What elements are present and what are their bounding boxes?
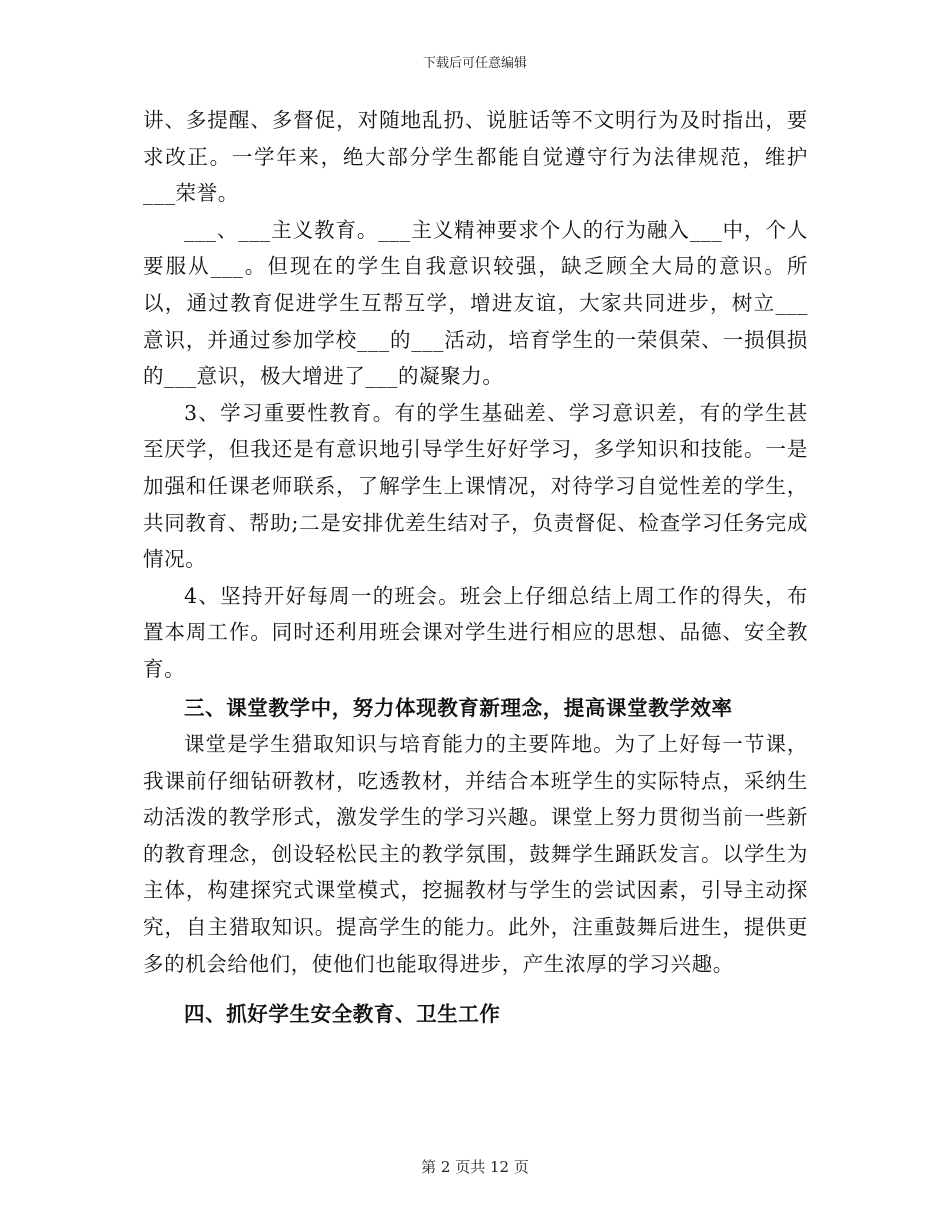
section-heading-classroom-teaching: 三、课堂教学中，努力体现教育新理念，提高课堂教学效率 [184, 695, 733, 720]
paragraph-classroom-teaching: 课堂是学生猎取知识与培育能力的主要阵地。为了上好每一节课，我课前仔细钻研教材，吃透教材，并结合本班学生的实际特点，采纳生动活泼的教学形式，激发学生的学习兴趣。课堂上努力贯彻当前一些新的教育理念，创设轻松民主的教学氛围，鼓舞学生踊跃发言。以学生为主体，构建探究式课堂模式，挖掘教材与学生的尝试因素，引导主动探究，自主猎取知识。提高学生的能力。此外，注重鼓舞后进生，提供更多的机会给他们，使他们也能取得进步，产生浓厚的学习兴趣。 [143, 732, 808, 976]
page-number-footer: 第 2 页共 12 页 [421, 1158, 529, 1176]
paragraph-collectivism-education: ___、___主义教育。___主义精神要求个人的行为融入___中，个人要服从___。但现在的学生自我意识较强，缺乏顾全大局的意识。所以，通过教育促进学生互帮互学，增进友谊，大家共同进步，树立___意识，并通过参加学校___的___活动，培育学生的一荣俱荣、一损俱损的___意识，极大增进了___的凝聚力。 [143, 217, 808, 389]
page-header: 下载后可任意编辑 [422, 56, 527, 71]
document-body [143, 102, 808, 1033]
paragraph-continuation: 讲、多提醒、多督促，对随地乱扔、说脏话等不文明行为及时指出，要求改正。一学年来，绝大部分学生都能自觉遵守行为法律规范，维护___荣誉。 [143, 108, 808, 206]
section-heading-safety-hygiene: 四、抓好学生安全教育、卫生工作 [184, 1002, 501, 1027]
paragraph-class-meeting: 4、坚持开好每周一的班会。班会上仔细总结上周工作的得失，布置本周工作。同时还利用班会课对学生进行相应的思想、品德、安全教育。 [143, 583, 808, 681]
paragraph-study-importance: 3、学习重要性教育。有的学生基础差、学习意识差，有的学生甚至厌学，但我还是有意识地引导学生好好学习，多学知识和技能。一是加强和任课老师联系，了解学生上课情况，对待学习自觉性差的学生，共同教育、帮助;二是安排优差生结对子，负责督促、检查学习任务完成情况。 [143, 400, 808, 572]
